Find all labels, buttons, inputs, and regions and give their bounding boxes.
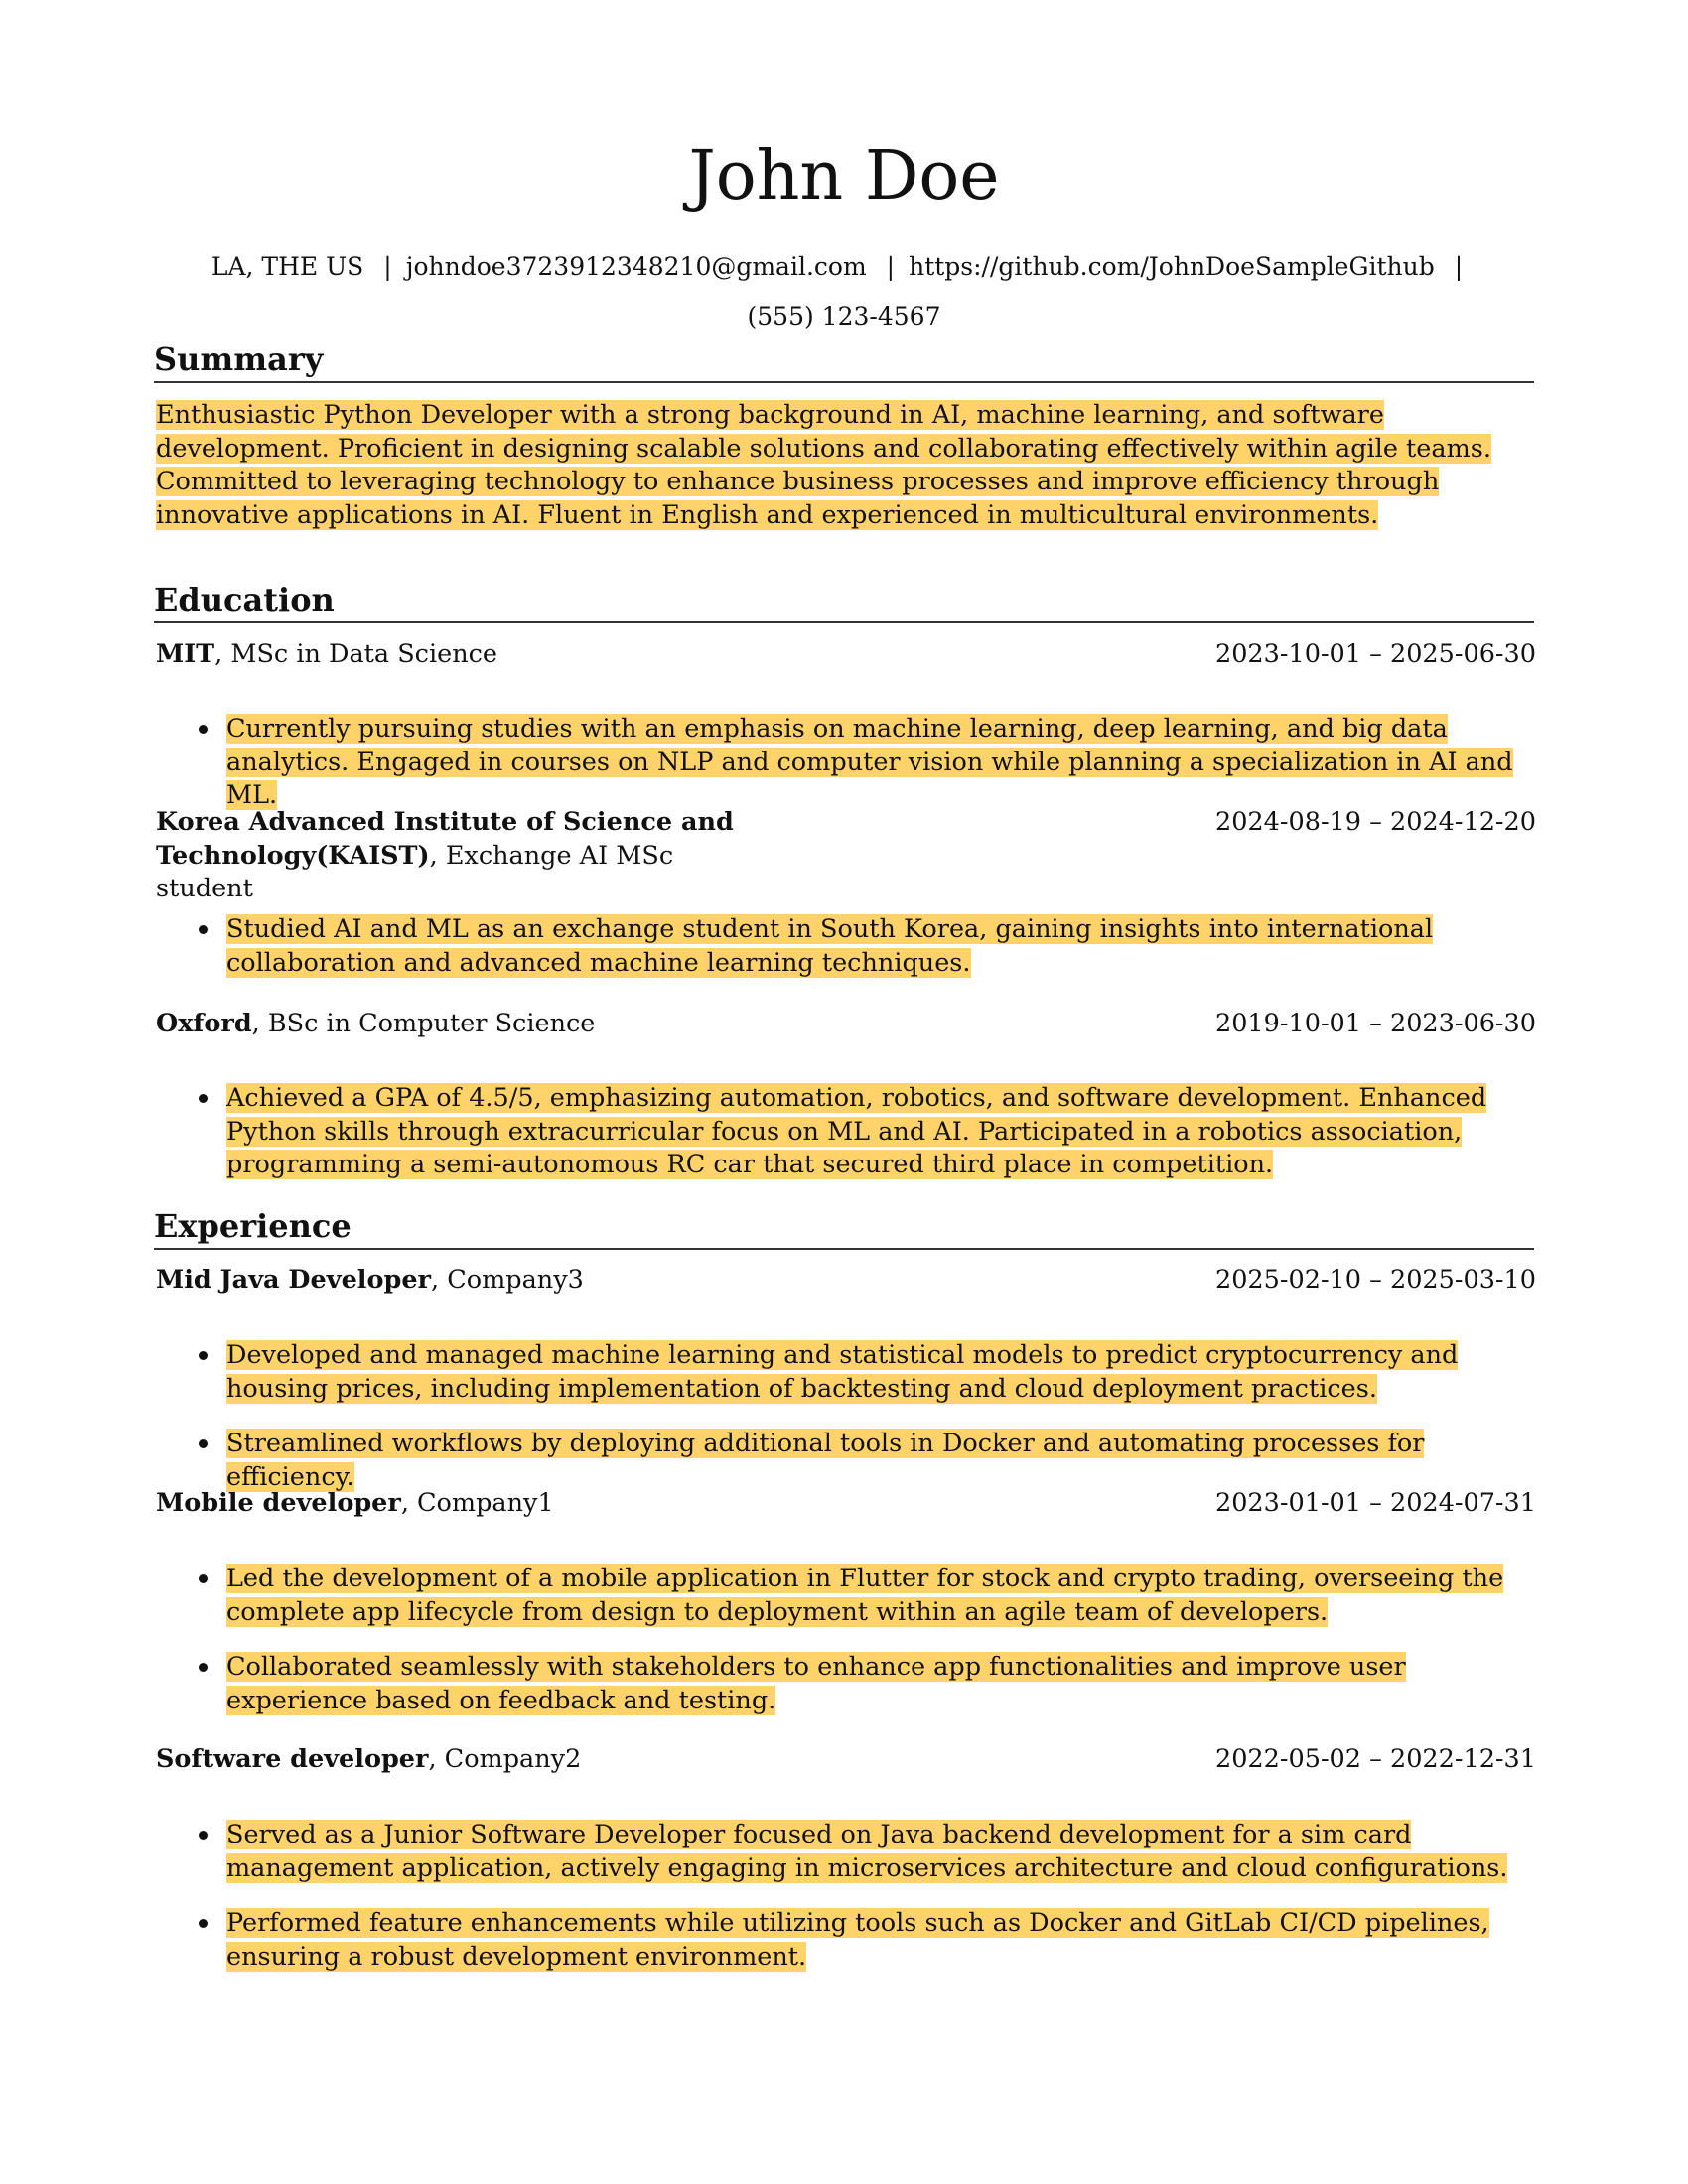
entry-bullets [199,1082,1536,1182]
entry-dates: 2025-02-10 – 2025-03-10 [1214,1265,1536,1295]
institution: Oxford [156,1009,252,1038]
degree: , MSc in Data Science [214,639,497,669]
list-item [199,1563,1536,1629]
entry-dates: 2024-08-19 – 2024-12-20 [1214,807,1536,837]
entry-bullets [199,1819,1536,1885]
entry-dates: 2019-10-01 – 2023-06-30 [1214,1009,1536,1038]
separator: | [383,252,392,281]
list-item [199,713,1536,813]
entry-dates: 2023-10-01 – 2025-06-30 [1214,639,1536,669]
entry-title [156,638,772,672]
company: , Company3 [431,1265,584,1295]
list-item [199,1428,1536,1494]
list-item [199,1651,1536,1717]
entry-bullets [199,1428,1536,1494]
bullet-icon [199,1919,208,1928]
bullet-text: Achieved a GPA of 4.5/5, emphasizing automation, robotics, and software development. Enhanced Python skills through extracurricular focus on ML and AI. Participated in a robotics association, programming a semi-autonomous RC car that secured third place in competition. [226,1083,1487,1179]
entry-dates: 2023-01-01 – 2024-07-31 [1214,1488,1536,1518]
degree: , BSc in Computer Science [251,1009,596,1038]
bullet-icon [199,1831,208,1840]
section-heading-summary: Summary [154,340,1534,383]
summary-text: Enthusiastic Python Developer with a strong background in AI, machine learning, and software development. Proficient in designing scalable solutions and collaborating effectively within agile teams. Committed to leveraging technology to enhance business processes and improve efficiency through innovative applications in AI. Fluent in English and experienced in multicultural environments. [156,400,1491,530]
bullet-text: Currently pursuing studies with an emphasis on machine learning, deep learning, and big data analytics. Engaged in courses on NLP and computer vision while planning a specialization in AI and ML. [226,714,1513,810]
entry-bullets [199,1339,1536,1406]
entry-bullets [199,1907,1536,1974]
contact-line [179,242,1509,341]
list-item [199,1339,1536,1406]
bullet-icon [199,725,208,734]
candidate-name: John Doe [688,137,1000,215]
bullet-text: Streamlined workflows by deploying additional tools in Docker and automating processes for efficiency. [226,1429,1425,1492]
entry-title [156,1743,772,1777]
entry-dates: 2022-05-02 – 2022-12-31 [1214,1744,1536,1774]
role: Software developer [156,1744,429,1774]
bullet-text: Studied AI and ML as an exchange student in South Korea, gaining insights into international collaboration and advanced machine learning techniques. [226,914,1434,978]
summary-paragraph [156,399,1536,532]
separator: | [886,252,896,281]
bullet-icon [199,1094,208,1103]
role: Mid Java Developer [156,1265,431,1295]
entry-title [156,806,772,906]
entry-bullets [199,913,1536,980]
company: , Company1 [400,1488,554,1518]
entry-bullets [199,1563,1536,1629]
list-item [199,1907,1536,1974]
degree: , Exchange AI MSc student [156,840,674,903]
bullet-text: Developed and managed machine learning and statistical models to predict cryptocurrency and housing prices, including implementation of backtesting and cloud deployment practices. [226,1340,1459,1404]
entry-title [156,1487,772,1521]
bullet-text: Collaborated seamlessly with stakeholders to enhance app functionalities and improve user experience based on feedback and testing. [226,1652,1406,1715]
company: , Company2 [428,1744,582,1774]
bullet-icon [199,925,208,934]
github-link[interactable]: https://github.com/JohnDoeSampleGithub [909,252,1435,281]
location: LA, THE US [211,252,364,281]
bullet-text: Led the development of a mobile application in Flutter for stock and crypto trading, overseeing the complete app lifecycle from design to deployment within an agile team of developers. [226,1564,1504,1627]
list-item [199,1082,1536,1182]
bullet-icon [199,1439,208,1448]
bullet-icon [199,1663,208,1672]
entry-bullets [199,713,1536,813]
email-link[interactable]: johndoe3723912348210@gmail.com [405,252,867,281]
phone: (555) 123-4567 [747,302,941,331]
role: Mobile developer [156,1488,401,1518]
entry-title [156,1008,772,1041]
separator: | [1454,252,1464,281]
bullet-text: Served as a Junior Software Developer focused on Java backend development for a sim card management application, actively engaging in microservices architecture and cloud configurations. [226,1820,1508,1883]
entry-title [156,1264,772,1297]
bullet-text: Performed feature enhancements while utilizing tools such as Docker and GitLab CI/CD pipelines, ensuring a robust development environment. [226,1908,1489,1972]
section-heading-experience: Experience [154,1206,1534,1250]
entry-bullets [199,1651,1536,1717]
section-heading-education: Education [154,580,1534,623]
institution: Korea Advanced Institute of Science and Technology(KAIST) [156,807,734,871]
institution: MIT [156,639,215,669]
list-item [199,1819,1536,1885]
list-item [199,913,1536,980]
bullet-icon [199,1574,208,1583]
bullet-icon [199,1351,208,1360]
